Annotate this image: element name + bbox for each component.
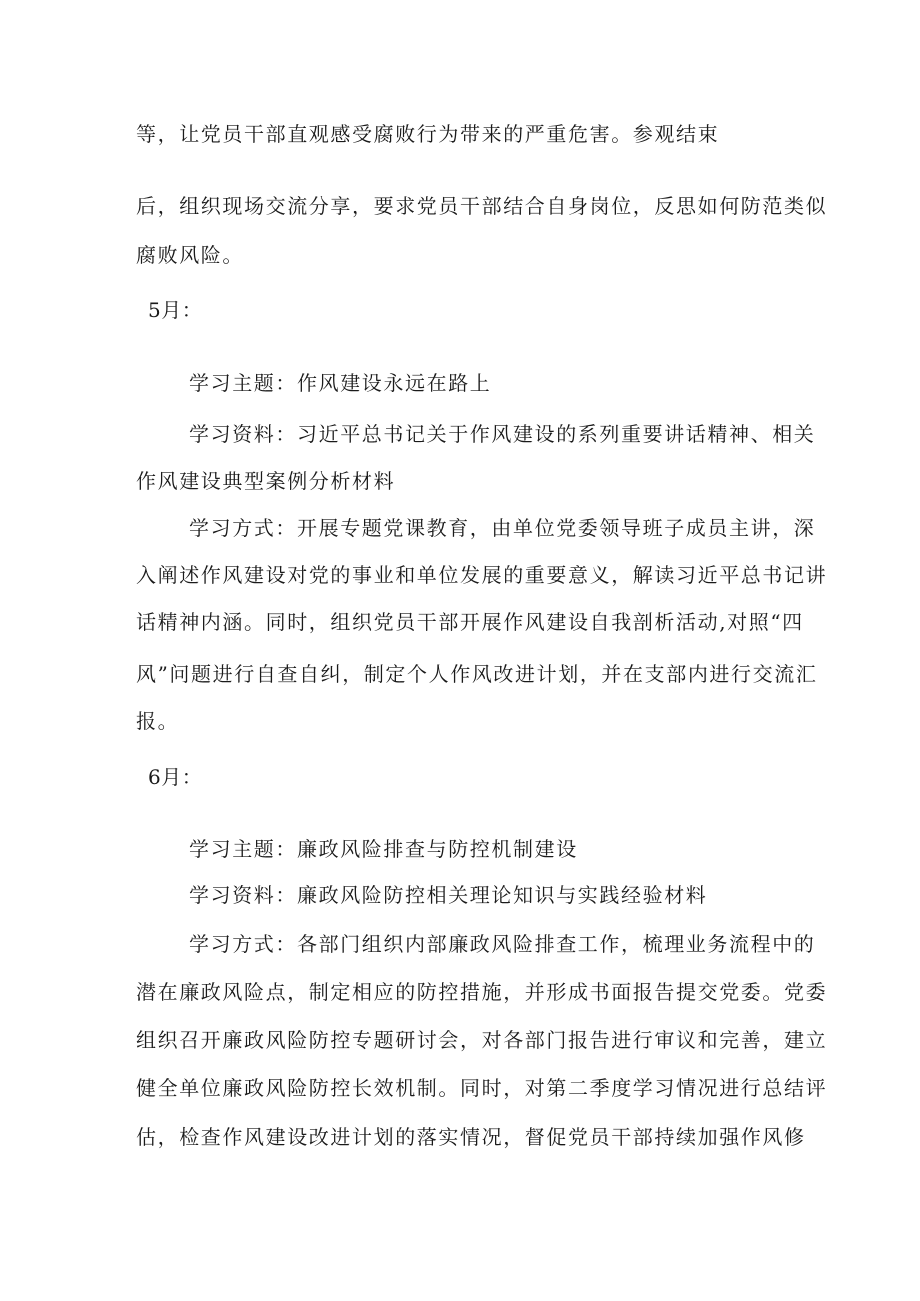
paragraph-line: 后，组织现场交流分享，要求党员干部结合自身岗位，反思如何防范类似 xyxy=(136,194,828,218)
month-heading-june: 6月： xyxy=(148,765,203,789)
paragraph-line: 风”问题进行自查自纠，制定个人作风改进计划，并在支部内进行交流汇 xyxy=(136,662,818,686)
paragraph-line: 健全单位廉政风险防控长效机制。同时，对第二季度学习情况进行总结评 xyxy=(136,1076,828,1100)
study-material-line: 学习资料：习近平总书记关于作风建设的系列重要讲话精神、相关 xyxy=(189,422,816,446)
paragraph-line: 入阐述作风建设对党的事业和单位发展的重要意义，解读习近平总书记讲 xyxy=(136,563,828,587)
paragraph-line: 报。 xyxy=(136,709,180,733)
paragraph-line: 话精神内涵。同时，组织党员干部开展作风建设自我剖析活动,对照“四 xyxy=(136,610,804,634)
study-theme-line: 学习主题：廉政风险排查与防控机制建设 xyxy=(189,837,578,861)
month-heading-may: 5月： xyxy=(148,298,203,322)
paragraph-line: 腐败风险。 xyxy=(136,243,244,267)
paragraph-line: 作风建设典型案例分析材料 xyxy=(136,469,396,493)
paragraph-line: 等，让党员干部直观感受腐败行为带来的严重危害。参观结束 xyxy=(136,122,720,146)
study-method-line: 学习方式：开展专题党课教育，由单位党委领导班子成员主讲，深 xyxy=(189,516,816,540)
paragraph-line: 估，检查作风建设改进计划的落实情况，督促党员干部持续加强作风修 xyxy=(136,1125,806,1149)
study-theme-line: 学习主题：作风建设永远在路上 xyxy=(189,371,492,395)
paragraph-line: 潜在廉政风险点，制定相应的防控措施，并形成书面报告提交党委。党委 xyxy=(136,980,828,1004)
study-material-line: 学习资料：廉政风险防控相关理论知识与实践经验材料 xyxy=(189,883,708,907)
study-method-line: 学习方式：各部门组织内部廉政风险排查工作，梳理业务流程中的 xyxy=(189,932,816,956)
paragraph-line: 组织召开廉政风险防控专题研讨会，对各部门报告进行审议和完善，建立 xyxy=(136,1028,828,1052)
